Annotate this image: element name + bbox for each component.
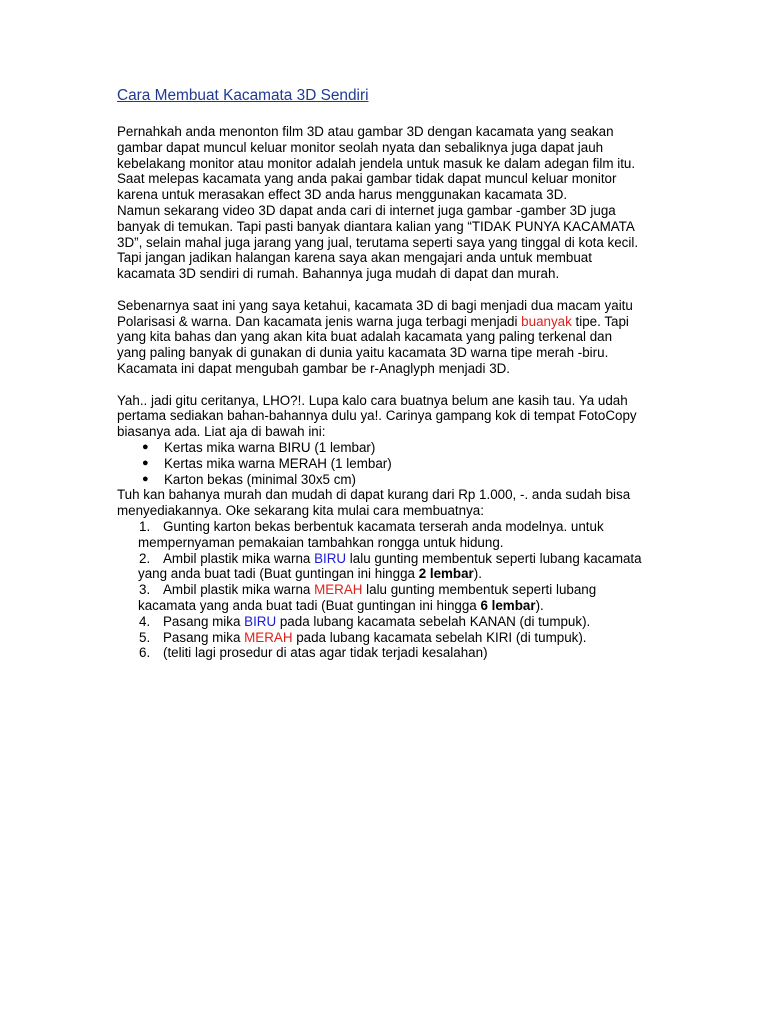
paragraph-gap <box>117 377 657 393</box>
text-segment: Ambil plastik mika warna <box>163 550 315 566</box>
text-line <box>117 314 657 330</box>
bullet-icon: ● <box>142 456 149 469</box>
bold-quantity: 2 lembar <box>418 566 474 582</box>
text-line: yang kita bahas dan yang akan kita buat adalah kacamata yang paling terkenal dan <box>117 329 613 345</box>
text-segment: lalu gunting membentuk seperti lubang kacamata <box>346 550 642 566</box>
highlight-blue-word: BIRU <box>244 613 277 629</box>
text-line: biasanya ada. Liat aja di bawah ini: <box>117 424 326 440</box>
text-segment: pada lubang kacamata sebelah KIRI (di tumpuk). <box>292 629 587 645</box>
text-line: Saat melepas kacamata yang anda pakai gambar tidak dapat muncul keluar monitor <box>117 171 617 187</box>
text-segment: ). <box>473 566 482 582</box>
step-number: 3. <box>139 582 151 598</box>
text-line: Pernahkah anda menonton film 3D atau gambar 3D dengan kacamata yang seakan <box>117 124 614 139</box>
highlight-red-word: MERAH <box>244 629 293 645</box>
text-line: banyak di temukan. Tapi pasti banyak diantara kalian yang “TIDAK PUNYA KACAMATA <box>117 218 635 234</box>
text-line: menyediakannya. Oke sekarang kita mulai cara membuatnya: <box>117 503 484 519</box>
cost-paragraph <box>117 487 657 519</box>
text-segment: Polarisasi & warna. Dan kacamata jenis warna juga terbagi menjadi <box>117 313 522 329</box>
list-item <box>117 614 657 630</box>
step-text: (teliti lagi prosedur di atas agar tidak terjadi kesalahan) <box>163 645 488 661</box>
step-text <box>138 566 657 582</box>
list-item-text: Kertas mika warna BIRU (1 lembar) <box>164 439 376 455</box>
document-title: Cara Membuat Kacamata 3D Sendiri <box>117 87 369 104</box>
materials-intro-paragraph <box>117 393 657 440</box>
types-paragraph <box>117 298 657 377</box>
text-line: Sebenarnya saat ini yang saya ketahui, kacamata 3D di bagi menjadi dua macam yaitu <box>117 297 633 313</box>
text-segment: kacamata yang anda buat tadi (Buat guntingan ini hingga <box>138 597 481 613</box>
text-line: yang paling banyak di gunakan di dunia yaitu kacamata 3D warna tipe merah -biru. <box>117 345 609 361</box>
text-segment: Pasang mika <box>163 629 245 645</box>
text-line: Tapi jangan jadikan halangan karena saya akan mengajari anda untuk membuat <box>117 250 592 266</box>
list-item <box>117 472 657 488</box>
step-text <box>163 630 657 646</box>
highlight-red-word: MERAH <box>314 582 363 598</box>
step-number: 2. <box>139 550 151 566</box>
step-text <box>163 582 657 598</box>
list-item <box>117 630 657 646</box>
highlight-red-word: buanyak <box>521 313 572 329</box>
list-item-text: Kertas mika warna MERAH (1 lembar) <box>164 455 392 471</box>
text-line: pertama sediakan bahan-bahannya dulu ya!. Carinya gampang kok di tempat FotoCopy <box>117 408 637 424</box>
materials-list <box>117 440 657 487</box>
step-number: 1. <box>139 518 151 534</box>
text-segment: Pasang mika <box>163 613 245 629</box>
step-text: mempernyaman pemakaian tambahkan rongga untuk hidung. <box>138 534 504 550</box>
step-text: Gunting karton bekas berbentuk kacamata terserah anda modelnya. untuk <box>163 518 604 534</box>
steps-list <box>117 519 657 661</box>
text-segment: pada lubang kacamata sebelah KANAN (di tumpuk). <box>276 613 591 629</box>
list-item-text: Karton bekas (minimal 30x5 cm) <box>164 471 356 487</box>
text-line: Namun sekarang video 3D dapat anda cari di internet juga gambar -gamber 3D juga <box>117 202 616 218</box>
step-number: 4. <box>139 613 151 629</box>
step-text <box>138 598 657 614</box>
bullet-icon: ● <box>142 440 149 453</box>
paragraph-gap <box>117 282 657 298</box>
list-item <box>117 582 657 614</box>
text-segment: tipe. Tapi <box>571 313 629 329</box>
text-segment: ). <box>535 597 544 613</box>
bullet-icon: ● <box>142 472 149 485</box>
list-item <box>117 440 657 456</box>
text-line: Tuh kan bahanya murah dan mudah di dapat kurang dari Rp 1.000, -. anda sudah bisa <box>117 487 631 503</box>
highlight-blue-word: BIRU <box>314 550 347 566</box>
text-line: kebelakang monitor atau monitor adalah jendela untuk masuk ke dalam adegan film itu. <box>117 155 636 171</box>
text-line: 3D”, selain mahal juga jarang yang jual, terutama seperti saya yang tinggal di kota kecil. <box>117 234 639 250</box>
step-number: 5. <box>139 629 151 645</box>
text-line: gambar dapat muncul keluar monitor seolah nyata dan sebaliknya juga dapat jauh <box>117 139 604 155</box>
text-segment: lalu gunting membentuk seperti lubang <box>362 582 597 598</box>
document-page <box>117 86 657 661</box>
step-number: 6. <box>139 645 151 661</box>
text-segment: yang anda buat tadi (Buat guntingan ini hingga <box>138 566 419 582</box>
text-segment: Ambil plastik mika warna <box>163 582 315 598</box>
intro-paragraph <box>117 124 657 282</box>
list-item <box>117 551 657 583</box>
step-text <box>163 614 657 630</box>
text-line: Kacamata ini dapat mengubah gambar be r-Anaglyph menjadi 3D. <box>117 360 511 376</box>
list-item <box>117 645 657 661</box>
bold-quantity: 6 lembar <box>480 597 536 613</box>
list-item <box>117 519 657 551</box>
text-line: Yah.. jadi gitu ceritanya, LHO?!. Lupa kalo cara buatnya belum ane kasih tau. Ya udah <box>117 392 628 408</box>
text-line: kacamata 3D sendiri di rumah. Bahannya juga mudah di dapat dan murah. <box>117 266 560 282</box>
text-line: karena untuk merasakan effect 3D anda harus menggunakan kacamata 3D. <box>117 187 568 203</box>
step-text <box>163 551 657 567</box>
list-item <box>117 456 657 472</box>
